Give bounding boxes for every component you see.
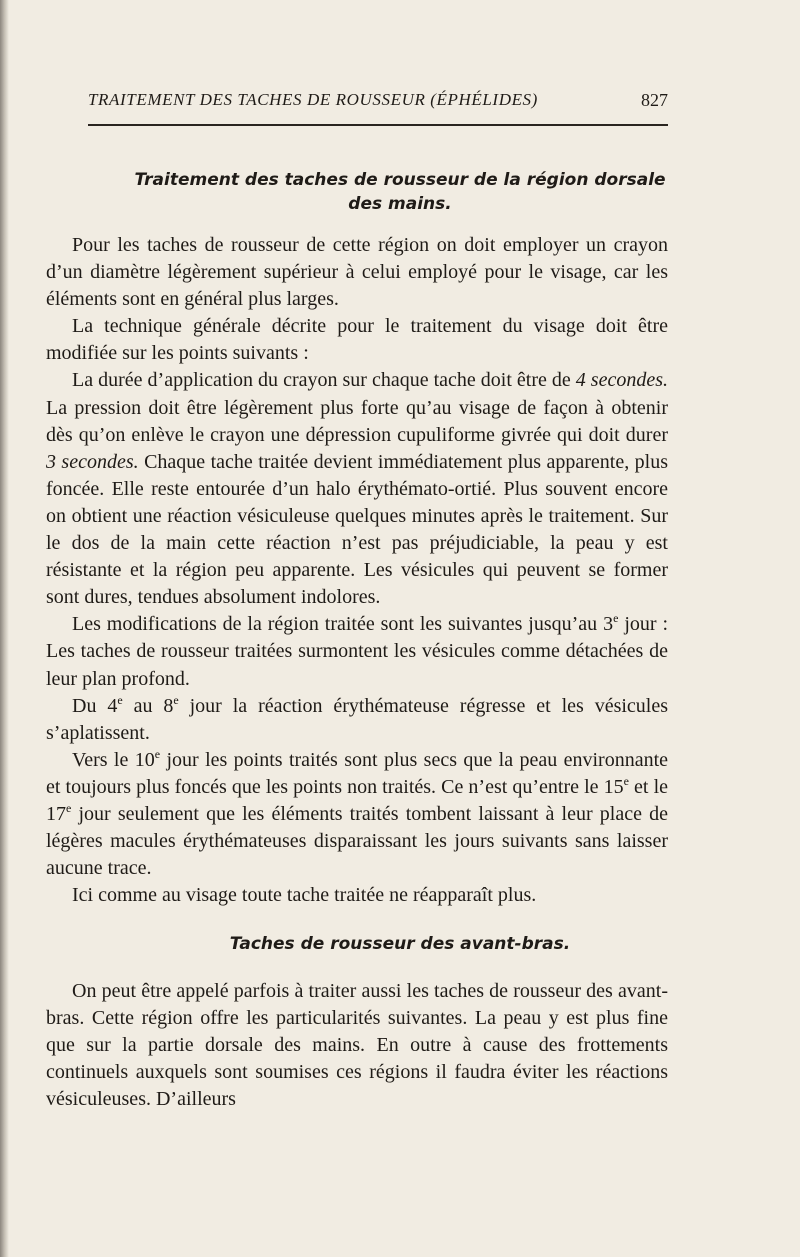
running-head xyxy=(88,90,668,114)
ordinal-suffix: e xyxy=(613,611,619,626)
text-run: et le 17 xyxy=(46,775,669,825)
header-rule xyxy=(88,124,668,126)
running-title: TRAITEMENT DES TACHES DE ROUSSEUR (ÉPHÉLIDES) xyxy=(88,90,538,109)
heading-line-1: Traitement des taches de rousseur de la région dorsale xyxy=(134,170,666,190)
text-run: jour : Les taches de rousseur traitées surmontent les vésicules comme détachées de leur plan profond. xyxy=(46,613,668,690)
duration-application: 4 secondes. xyxy=(575,369,669,392)
section-heading-hands xyxy=(60,168,740,216)
paragraph: Ici comme au visage toute tache traitée ne réapparaît plus. xyxy=(72,884,537,907)
ordinal-suffix: e xyxy=(154,746,161,761)
paragraph: La technique générale décrite pour le traitement du visage doit être modifiée sur les points suivants : xyxy=(46,315,668,365)
text-run: La durée d’application du crayon sur chaque tache doit être de xyxy=(72,369,571,392)
text-run: jour seulement que les éléments traités tombent laissant à leur place de légères macules érythémateuses disparaissant les jours suivants sans laisser aucune trace. xyxy=(46,802,668,880)
paragraph: On peut être appelé parfois à traiter aussi les taches de rousseur des avant-bras. Cette région offre les particularités suivantes. La peau y est plus fine que sur la partie dorsale des mains. En outre à cause des frottements continuels auxquels sont soumises ces régions il faudra éviter les réactions vésiculeuses. D’ailleurs xyxy=(46,980,668,1111)
heading-line-2: des mains. xyxy=(348,194,452,214)
section-heading-forearms: Taches de rousseur des avant-bras. xyxy=(229,934,571,954)
paragraph: Pour les taches de rousseur de cette région on doit employer un crayon d’un diamètre légèrement supérieur à celui employé pour le visage, car les éléments sont en général plus larges. xyxy=(46,234,668,311)
page-number: 827 xyxy=(641,90,668,110)
text-run: au 8 xyxy=(122,694,174,717)
section-body-forearms xyxy=(46,978,668,1113)
paragraph xyxy=(46,367,668,611)
text-run: Chaque tache traitée devient immédiatement plus apparente, plus foncée. Elle reste entourée d’un halo érythémato-ortié. Plus souvent encore on obtient une réaction vésiculeuse quelques minutes après le traitement. Sur le dos de la main cette réaction n’est pas préjudiciable, la peau y est résistante et la région peu apparente. Les vésicules qui peuvent se former sont dures, tendues absolument indolores. xyxy=(46,450,669,609)
paragraph xyxy=(46,747,668,882)
text-run: jour la réaction érythémateuse régresse et les vésicules s’aplatissent. xyxy=(46,694,668,744)
text-run: Les modifications de la région traitée sont les suivantes jusqu’au 3 xyxy=(72,613,614,636)
duration-depression: 3 secondes. xyxy=(46,450,139,473)
page-spine-shadow xyxy=(0,0,9,1257)
ordinal-suffix: e xyxy=(173,692,179,707)
paragraph xyxy=(46,693,668,747)
ordinal-suffix: e xyxy=(117,692,123,707)
text-run: jour les points traités sont plus secs que la peau environnante et toujours plus foncés que les points non traités. Ce n’est qu’entre le 15 xyxy=(46,748,669,798)
section-body-hands xyxy=(46,232,668,909)
text-run: Du 4 xyxy=(72,694,118,717)
ordinal-suffix: e xyxy=(66,800,72,815)
ordinal-suffix: e xyxy=(623,773,629,788)
text-run: La pression doit être légèrement plus forte qu’au visage de façon à obtenir dès qu’on enlève le crayon une dépression cupuliforme givrée qui doit durer xyxy=(46,396,668,446)
text-run: Vers le 10 xyxy=(72,748,155,771)
paragraph xyxy=(46,611,668,692)
